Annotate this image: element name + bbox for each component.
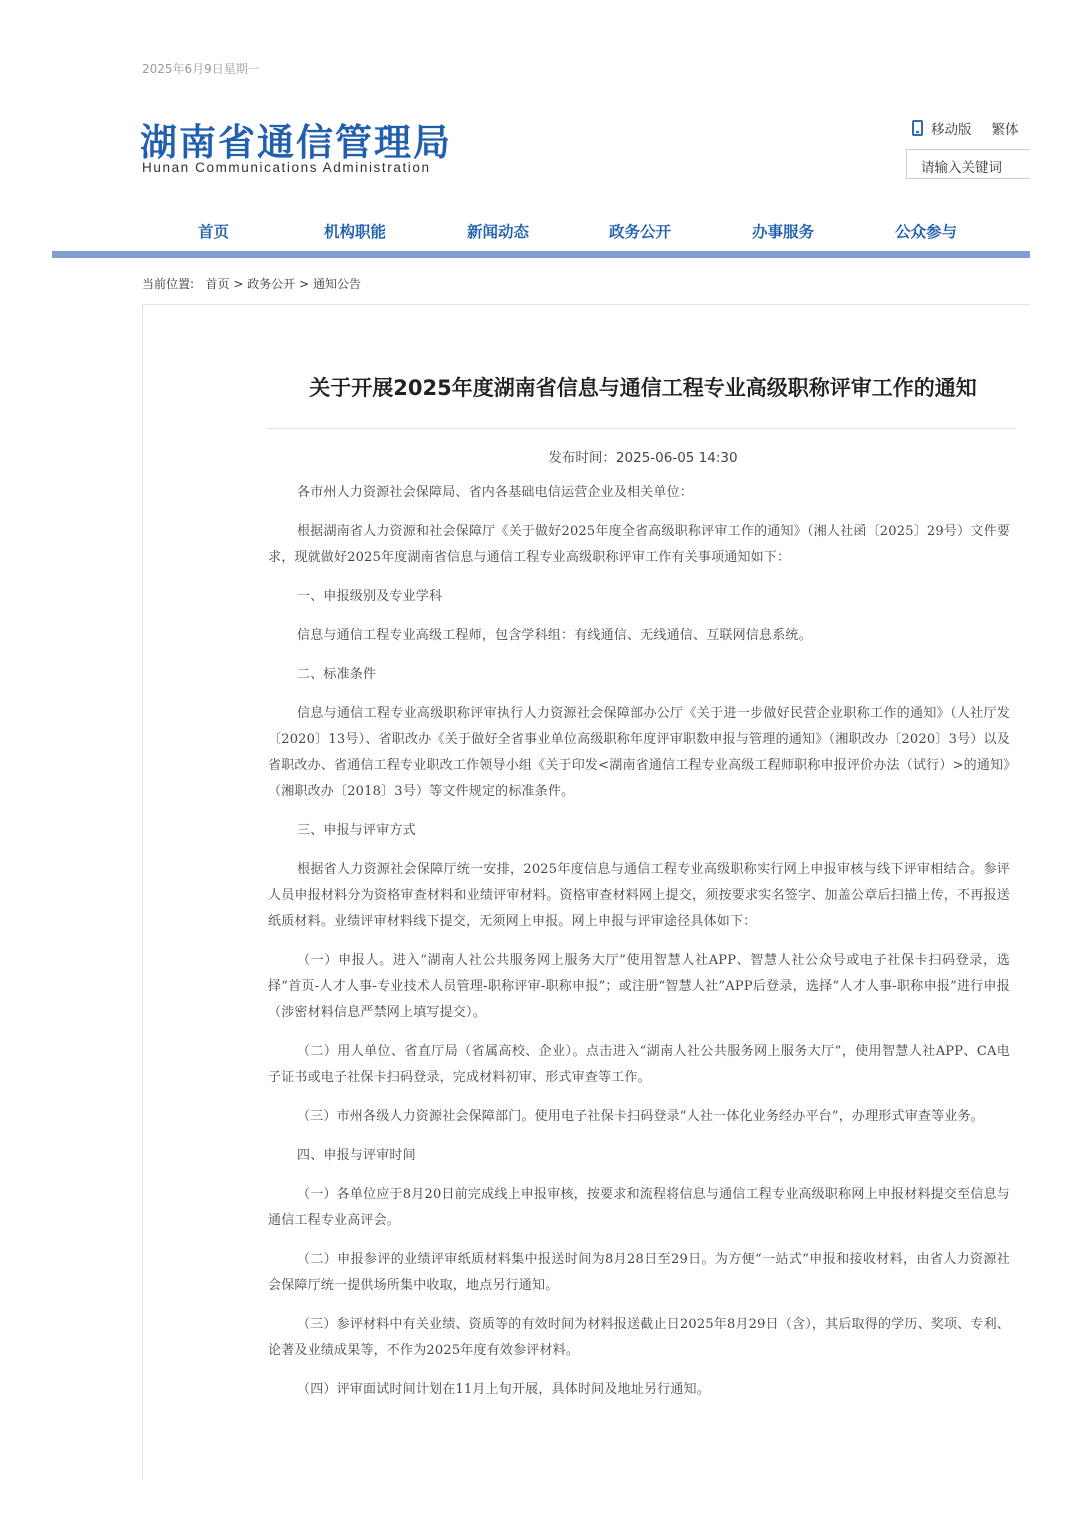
mobile-phone-icon[interactable] xyxy=(912,120,923,136)
nav-item-home[interactable]: 首页 xyxy=(198,223,230,241)
article-section-heading: 二、标准条件 xyxy=(297,667,377,682)
nav-item-services[interactable]: 办事服务 xyxy=(752,223,815,241)
article-paragraph: 根据省人力资源社会保障厅统一安排，2025年度信息与通信工程专业高级职称实行网上申报审核与线下评审相结合。参评人员申报材料分为资格审查材料和业绩评审材料。资格审查材料网上提交，须按要求实名签字、加盖公章后扫描上传，不再报送纸质材料。业绩评审材料线下提交，无须网上申报。网上申报与评审途径具体如下： xyxy=(268,862,1010,929)
article-paragraph: 根据湖南省人力资源和社会保障厅《关于做好2025年度全省高级职称评审工作的通知》（湘人社函〔2025〕29号）文件要求，现就做好2025年度湖南省信息与通信工程专业高级职称评审工作有关事项通知如下： xyxy=(268,524,1010,565)
traditional-chinese-link[interactable]: 繁体 xyxy=(991,122,1019,138)
breadcrumb-item-notices[interactable]: 通知公告 xyxy=(312,277,361,291)
search-input[interactable]: 请输入关键词 xyxy=(906,149,1030,179)
breadcrumb-item-home[interactable]: 首页 xyxy=(205,277,230,291)
breadcrumb-separator: > xyxy=(299,277,310,291)
article-paragraph: 信息与通信工程专业高级工程师，包含学科组：有线通信、无线通信、互联网信息系统。 xyxy=(297,628,812,643)
article-title: 关于开展2025年度湖南省信息与通信工程专业高级职称评审工作的通知 xyxy=(309,376,977,400)
site-logo-subtitle: Hunan Communications Administration xyxy=(142,160,431,175)
article-body xyxy=(268,480,1010,1416)
article-paragraph: 信息与通信工程专业高级职称评审执行人力资源社会保障部办公厅《关于进一步做好民营企业职称工作的通知》（人社厅发〔2020〕13号）、省职改办《关于做好全省事业单位高级职称年度评审职数申报与管理的通知》（湘职改办〔2020〕3号）以及省职改办、省通信工程专业职改工作领导小组《关于印发<湖南省通信工程专业高级工程师职称申报评价办法（试行）>的通知》（湘职改办〔2018〕3号）等文件规定的标准条件。 xyxy=(268,706,1010,799)
header-tools xyxy=(912,118,1019,138)
article-paragraph: 各市州人力资源社会保障局、省内各基础电信运营企业及相关单位： xyxy=(297,485,694,500)
article-paragraph: （二）用人单位、省直厅局（省属高校、企业）。点击进入“湖南人社公共服务网上服务大厅”，使用智慧人社APP、CA电子证书或电子社保卡扫码登录，完成材料初审、形式审查等工作。 xyxy=(268,1044,1010,1085)
article-section-heading: 一、申报级别及专业学科 xyxy=(297,589,443,604)
article-section-heading: 三、申报与评审方式 xyxy=(297,823,416,838)
main-nav xyxy=(52,212,1030,252)
article-paragraph: （一）申报人。进入“湖南人社公共服务网上服务大厅”使用智慧人社APP、智慧人社公众号或电子社保卡扫码登录，选择“首页-人才人事-专业技术人员管理-职称评审-职称申报”；或注册“智慧人社”APP后登录，选择“人才人事-职称申报”进行申报（涉密材料信息严禁网上填写提交）。 xyxy=(268,953,1010,1020)
content-panel-border xyxy=(142,304,143,1480)
article-paragraph: （四）评审面试时间计划在11月上旬开展，具体时间及地址另行通知。 xyxy=(297,1382,710,1397)
breadcrumb-item-government-affairs[interactable]: 政务公开 xyxy=(247,277,296,291)
article-section-heading: 四、申报与评审时间 xyxy=(297,1148,416,1163)
mobile-version-link[interactable]: 移动版 xyxy=(931,122,972,138)
nav-item-functions[interactable]: 机构职能 xyxy=(324,223,387,241)
nav-item-government-affairs[interactable]: 政务公开 xyxy=(609,223,672,241)
site-logo-title[interactable]: 湖南省通信管理局 xyxy=(140,121,452,164)
nav-underline-bar xyxy=(52,251,1030,258)
breadcrumb-prefix: 当前位置: xyxy=(142,277,195,291)
breadcrumb xyxy=(142,275,361,292)
breadcrumb-separator: > xyxy=(233,277,244,291)
article-paragraph: （三）参评材料中有关业绩、资质等的有效时间为材料报送截止日2025年8月29日（含），其后取得的学历、奖项、专利、论著及业绩成果等，不作为2025年度有效参评材料。 xyxy=(268,1317,1010,1358)
article-paragraph: （二）申报参评的业绩评审纸质材料集中报送时间为8月28日至29日。为方便“一站式”申报和接收材料，由省人力资源社会保障厅统一提供场所集中收取，地点另行通知。 xyxy=(268,1252,1010,1293)
article-paragraph: （三）市州各级人力资源社会保障部门。使用电子社保卡扫码登录“人社一体化业务经办平台”，办理形式审查等业务。 xyxy=(297,1109,984,1124)
publish-time: 发布时间：2025-06-05 14:30 xyxy=(548,450,738,466)
article-paragraph: （一）各单位应于8月20日前完成线上申报审核，按要求和流程将信息与通信工程专业高级职称网上申报材料提交至信息与通信工程专业高评会。 xyxy=(268,1187,1010,1228)
nav-item-public-participation[interactable]: 公众参与 xyxy=(895,223,958,241)
content-panel-border xyxy=(142,304,1030,305)
nav-item-news[interactable]: 新闻动态 xyxy=(467,223,530,241)
title-divider xyxy=(268,428,1016,429)
current-date: 2025年6月9日星期一 xyxy=(142,62,260,76)
